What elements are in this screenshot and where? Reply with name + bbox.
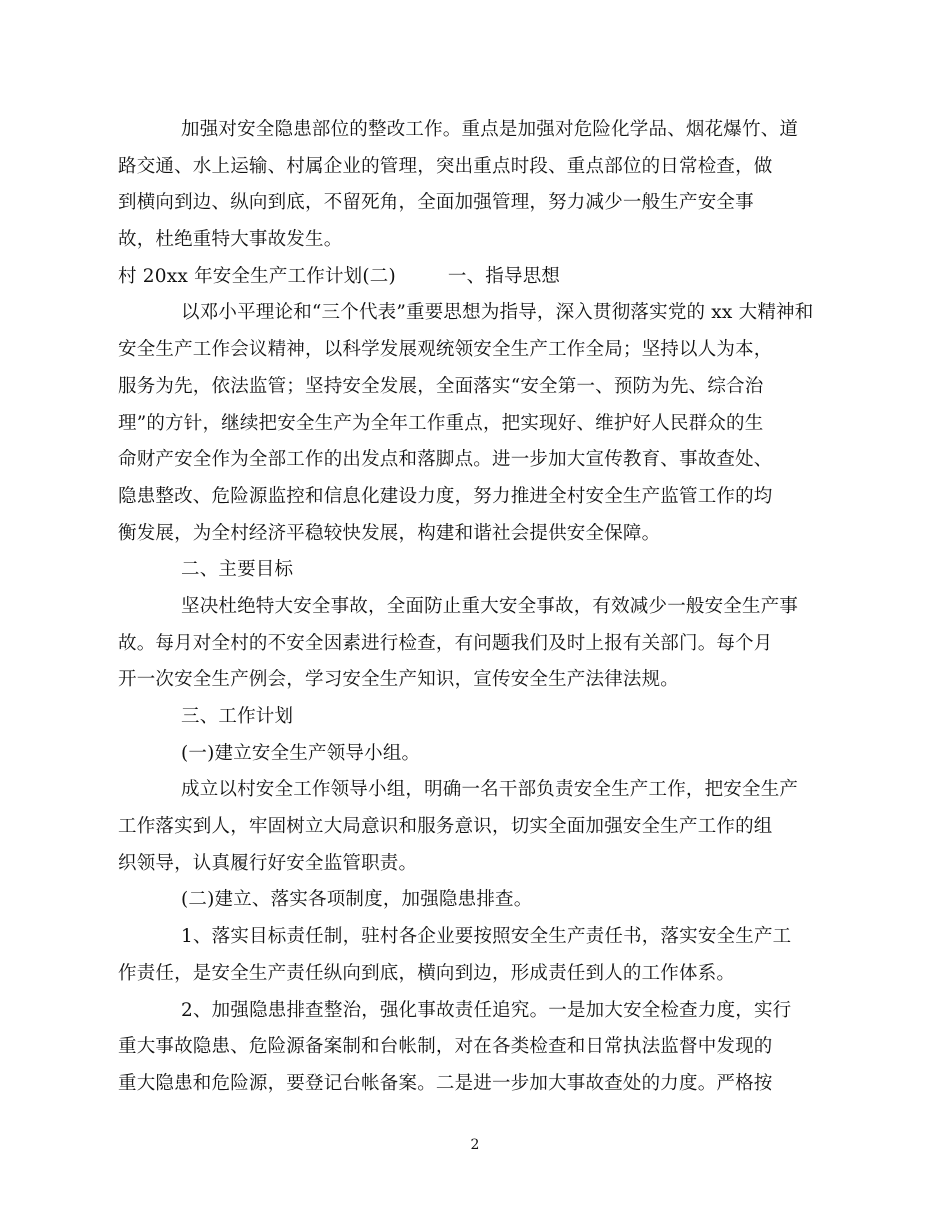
text-line: 重大事故隐患、危险源备案制和台帐制，对在各类检查和日常执法监督中发现的 (118, 1036, 773, 1058)
text-line: 故，杜绝重特大事故发生。 (118, 229, 343, 251)
text-line: 成立以村安全工作领导小组，明确一名干部负责安全生产工作，把安全生产 (181, 779, 799, 801)
text-line: 隐患整改、危险源监控和信息化建设力度，努力推进全村安全生产监管工作的均 (118, 485, 773, 507)
text-line: 工作落实到人，牢固树立大局意识和服务意识，切实全面加强安全生产工作的组 (118, 816, 773, 838)
text-line: 服务为先，依法监管；坚持安全发展，全面落实“安全第一、预防为先、综合治 (118, 375, 764, 397)
text-line: 以邓小平理论和“三个代表”重要思想为指导，深入贯彻落实党的 xx 大精神和 (181, 302, 814, 324)
text-line: 2、加强隐患排查整治，强化事故责任追究。一是加大安全检查力度，实行 (181, 999, 792, 1021)
subheading-systems-inspection: (二)建立、落实各项制度，加强隐患排查。 (181, 889, 533, 911)
text-line: 开一次安全生产例会，学习安全生产知识，宣传安全生产法律法规。 (118, 669, 680, 691)
text-line: 理”的方针，继续把安全生产为全年工作重点，把实现好、维护好人民群众的生 (118, 412, 764, 434)
section-heading-work-plan: 三、工作计划 (181, 706, 294, 727)
text-line: 坚决杜绝特大安全事故，全面防止重大安全事故，有效减少一般安全生产事 (181, 595, 799, 617)
section-heading-main-goals: 二、主要目标 (181, 559, 294, 581)
document-title: 村 20xx 年安全生产工作计划(二) (118, 265, 396, 287)
text-line: 安全生产工作会议精神，以科学发展观统领安全生产工作全局；坚持以人为本， (118, 339, 773, 361)
text-line: 作责任，是安全生产责任纵向到底，横向到边，形成责任到人的工作体系。 (118, 962, 736, 984)
text-line: 重大隐患和危险源，要登记台帐备案。二是进一步加大事故查处的力度。严格按 (118, 1072, 773, 1094)
text-line: 故。每月对全村的不安全因素进行检查，有问题我们及时上报有关部门。每个月 (118, 632, 773, 654)
text-line: 1、落实目标责任制，驻村各企业要按照安全生产责任书，落实安全生产工 (181, 926, 792, 948)
text-line: 加强对安全隐患部位的整改工作。重点是加强对危险化学品、烟花爆竹、道 (181, 119, 799, 140)
text-line: 织领导，认真履行好安全监管职责。 (118, 852, 418, 874)
page-number: 2 (470, 1137, 480, 1153)
text-line: 命财产安全作为全部工作的出发点和落脚点。进一步加大宣传教育、事故查处、 (118, 449, 773, 471)
text-line: 到横向到边、纵向到底，不留死角，全面加强管理，努力减少一般生产安全事 (118, 192, 754, 214)
text-line: 路交通、水上运输、村属企业的管理，突出重点时段、重点部位的日常检查，做 (118, 155, 773, 177)
text-line: 衡发展，为全村经济平稳较快发展，构建和谐社会提供安全保障。 (118, 522, 661, 544)
document-body (118, 112, 838, 1103)
subheading-leadership-group: (一)建立安全生产领导小组。 (181, 742, 421, 764)
section-heading-guiding-thought: 一、指导思想 (447, 265, 561, 287)
section-heading-line (118, 259, 838, 296)
